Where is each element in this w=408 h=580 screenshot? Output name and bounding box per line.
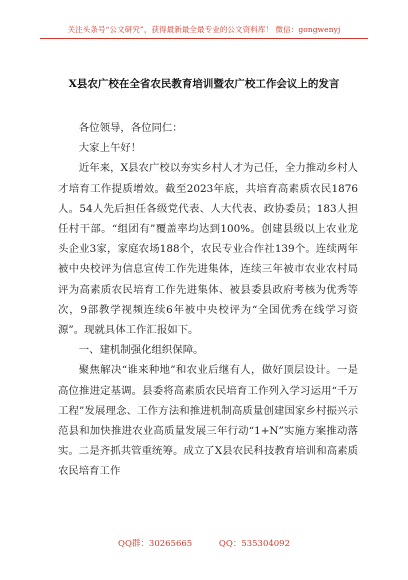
greeting: 大家上午好！ (78, 142, 142, 155)
section-paragraph-1: 聚焦解决“谁来种地”和农业后继有人，做好顶层设计。一是高位推进定基调。县委将高素质农民培育工作列入学习运用“千万工程”发展理念、工作方法和推进机制高质量创建国家乡村振兴示范县和加快推进农业高质量发展三年行动“1+N”实施方案推动落实。二是齐抓共管重统筹。成立了X县农民科技教育培训和高素质农民培育工作 (58, 364, 358, 478)
header-promo-note: 关注头条号“公文研究”，获得最新最全最专业的公文资料库！ 微信：gongwenyj (67, 25, 341, 34)
document-title: X县农广校在全省农民教育培训暨农广校工作会议上的发言 (68, 78, 340, 90)
footer-qq-group: QQ群：30265665 (117, 539, 193, 549)
footer-contact (0, 537, 408, 549)
document-body (58, 118, 358, 482)
section-heading-1: 一、建机制强化组织保障。 (78, 344, 204, 357)
header-divider (40, 38, 368, 39)
salutation: 各位领导，各位同仁： (78, 122, 183, 134)
footer-qq: QQ：535304092 (218, 539, 290, 549)
intro-paragraph: 近年来，X县农广校以夯实乡村人才为己任，全力推动乡村人才培育工作提质增效。截至2023年底，共培育高素质农民1876人。54人先后担任各级党代表、人大代表、政协委员；183人担任村干部。“组团有”覆盖率均达到100%。创建县级以上农业龙头企业3家，家庭农场188个，农民专业合作社139个。连续两年被中央校评为信息宣传工作先进集体，连续三年被市农业农村局评为高素质农民培育工作先进集体、被县委县政府考核为优秀等次，9部教学视频连续6年被中央校评为“全国优秀在线学习资源”。现就具体工作汇报如下。 (58, 162, 358, 337)
